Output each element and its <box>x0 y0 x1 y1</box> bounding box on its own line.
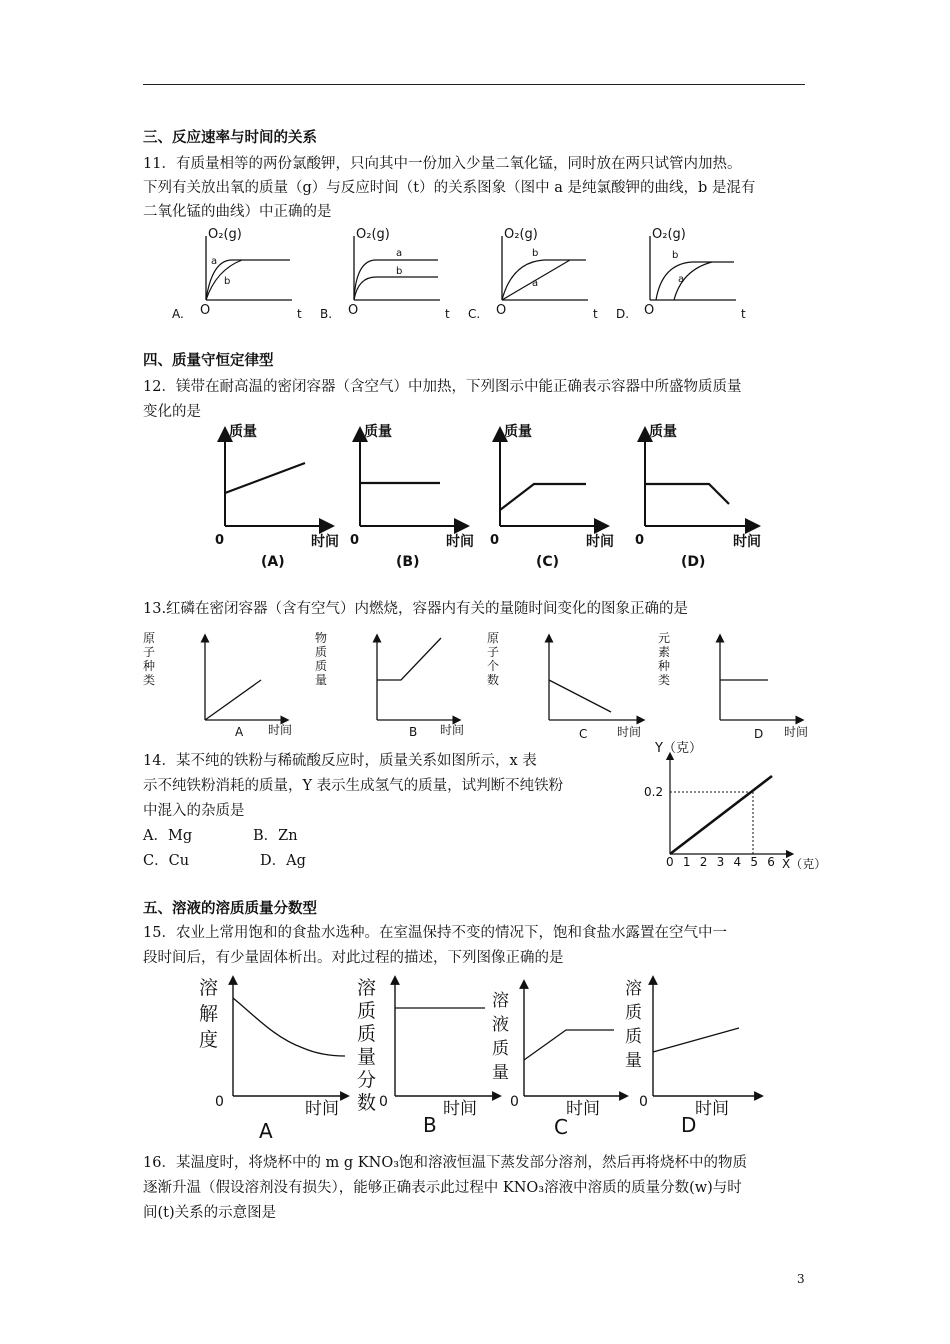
q15a-ylabel-char: 解 <box>199 1003 219 1025</box>
q15b-ylabel-char: 数 <box>357 1092 377 1114</box>
q11a-label-a: a <box>211 256 218 267</box>
svg-text:(B): (B) <box>396 554 420 570</box>
q11-line-1: 11．有质量相等的两份氯酸钾，只向其中一份加入少量二氧化锰，同时放在两只试管内加热。 <box>143 156 742 172</box>
q14-choice-b: B．Zn <box>253 828 298 844</box>
svg-text:O₂(g): O₂(g) <box>356 227 390 242</box>
svg-text:B: B <box>423 1113 437 1137</box>
q13-graph-a <box>143 631 292 739</box>
q15-graph-d <box>625 979 759 1137</box>
svg-text:C.: C. <box>468 307 481 321</box>
svg-text:时间: 时间 <box>446 534 474 550</box>
q14-choice-d: D．Ag <box>260 853 306 869</box>
q13d-ylabel-char: 类 <box>658 673 671 687</box>
svg-text:时间: 时间 <box>733 534 761 550</box>
q15c-ylabel-char: 液 <box>492 1015 509 1035</box>
q13-graph-b <box>315 630 464 739</box>
q14-x-tick: 1 <box>682 855 691 869</box>
svg-text:质量: 质量 <box>504 424 532 440</box>
q13d-ylabel-char: 种 <box>658 659 671 673</box>
svg-text:时间: 时间 <box>784 725 809 739</box>
svg-text:质量: 质量 <box>649 424 677 440</box>
q12-graphs <box>205 418 785 578</box>
q12-graph-b <box>350 423 474 570</box>
svg-text:质量: 质量 <box>364 424 392 440</box>
q13c-ylabel-char: 子 <box>487 645 500 659</box>
q13-graphs <box>143 628 823 744</box>
svg-text:(D): (D) <box>681 554 706 570</box>
svg-text:a: a <box>532 278 539 289</box>
q13a-ylabel-char: 子 <box>143 645 156 659</box>
svg-text:时间: 时间 <box>443 1099 477 1119</box>
svg-text:t: t <box>593 307 598 321</box>
svg-text:时间: 时间 <box>617 725 642 739</box>
q16-line-1: 16．某温度时，将烧杯中的 m g KNO₃饱和溶液恒温下蒸发部分溶剂，然后再将烧杯中的物质 <box>143 1155 748 1171</box>
q11-graph-a <box>172 227 302 321</box>
svg-text:D: D <box>681 1113 697 1137</box>
svg-text:时间: 时间 <box>305 1099 339 1119</box>
q11-graph-d <box>616 227 746 321</box>
q14-xlabel: X（克） <box>782 857 827 871</box>
q13b-ylabel-char: 物 <box>315 631 328 645</box>
q16-line-2: 逐渐升温（假设溶剂没有损失），能够正确表示此过程中 KNO₃溶液中溶质的质量分数(w)与时 <box>143 1180 742 1196</box>
q15-graph-a <box>199 977 345 1142</box>
svg-text:O: O <box>644 303 655 318</box>
q15b-ylabel-char: 溶 <box>357 977 377 999</box>
q11-graph-b <box>320 227 450 321</box>
q14-line-1: 14．某不纯的铁粉与稀硫酸反应时，质量关系如图所示，x 表 <box>143 753 537 769</box>
q13b-ylabel-char: 质 <box>315 645 328 659</box>
q14-choice-a: A．Mg <box>143 828 193 844</box>
q15-graph-b <box>357 977 497 1137</box>
q14-x-tick: 2 <box>699 855 708 869</box>
q15-graphs <box>195 968 785 1142</box>
q13b-ylabel-char: 质 <box>315 659 328 673</box>
section-title-3: 三、反应速率与时间的关系 <box>143 130 317 146</box>
svg-text:0: 0 <box>215 1094 224 1110</box>
q11a-origin: O <box>200 303 211 318</box>
q14-line-3: 中混入的杂质是 <box>143 803 245 819</box>
q13a-ylabel-char: 种 <box>143 659 156 673</box>
q15a-ylabel-char: 溶 <box>199 977 219 999</box>
q13c-ylabel-char: 个 <box>487 659 500 673</box>
q14-line <box>670 776 772 854</box>
svg-text:O₂(g): O₂(g) <box>504 227 538 242</box>
page-number: 3 <box>797 1272 805 1286</box>
svg-text:A: A <box>235 725 244 739</box>
q14-y-tick: 0.2 <box>644 785 664 799</box>
svg-text:时间: 时间 <box>566 1099 600 1119</box>
section-title-5: 五、溶液的溶质质量分数型 <box>143 901 317 917</box>
svg-text:时间: 时间 <box>586 534 614 550</box>
q11a-label-b: b <box>224 276 231 287</box>
q15b-ylabel-char: 量 <box>357 1046 377 1068</box>
svg-text:时间: 时间 <box>695 1099 729 1119</box>
q13c-ylabel-char: 原 <box>487 631 500 645</box>
q15c-ylabel-char: 量 <box>492 1063 509 1083</box>
q14-x-tick: 0 <box>666 855 674 869</box>
q11a-option: A. <box>172 307 184 321</box>
q15d-ylabel-char: 量 <box>625 1051 642 1071</box>
svg-text:0: 0 <box>215 533 225 548</box>
q13-line: 13.红磷在密闭容器（含有空气）内燃烧，容器内有关的量随时间变化的图象正确的是 <box>143 601 689 617</box>
q13-graph-d <box>658 631 808 741</box>
q13d-ylabel-char: 元 <box>658 631 671 645</box>
q11-graphs <box>160 222 800 328</box>
q11-line-2: 下列有关放出氧的质量（g）与反应时间（t）的关系图象（图中 a 是纯氯酸钾的曲线，b 是混有 <box>143 180 756 196</box>
svg-text:质量: 质量 <box>229 424 257 440</box>
svg-text:0: 0 <box>350 533 360 548</box>
q11-ylabel: O₂(g) <box>208 227 242 242</box>
svg-text:时间: 时间 <box>311 534 339 550</box>
svg-text:0: 0 <box>639 1094 648 1110</box>
q13c-ylabel-char: 数 <box>487 673 500 687</box>
svg-text:(A): (A) <box>261 554 285 570</box>
svg-text:t: t <box>741 307 746 321</box>
svg-text:O: O <box>496 303 507 318</box>
svg-text:O: O <box>348 303 359 318</box>
q11-graph-c <box>468 227 598 321</box>
svg-text:O₂(g): O₂(g) <box>652 227 686 242</box>
q15-graph-c <box>492 984 624 1139</box>
section-title-4: 四、质量守恒定律型 <box>143 353 274 369</box>
svg-text:D.: D. <box>616 307 630 321</box>
q15-line-2: 段时间后，有少量固体析出。对此过程的描述，下列图像正确的是 <box>143 950 564 966</box>
q15d-ylabel-char: 质 <box>625 1027 642 1047</box>
q14-x-tick: 5 <box>750 855 758 869</box>
svg-text:A: A <box>259 1119 273 1142</box>
svg-text:B: B <box>409 725 418 739</box>
q12-line-1: 12．镁带在耐高温的密闭容器（含空气）中加热，下列图示中能正确表示容器中所盛物质质量 <box>143 379 742 395</box>
svg-text:0: 0 <box>510 1094 519 1110</box>
q12-graph-a <box>215 423 339 570</box>
svg-text:b: b <box>532 248 539 259</box>
q14-ylabel: Y（克） <box>655 741 702 756</box>
header-rule <box>143 84 805 85</box>
q15d-ylabel-char: 质 <box>625 1003 642 1023</box>
svg-text:(C): (C) <box>536 554 560 570</box>
q13-graph-c <box>487 631 641 741</box>
q11a-xlabel: t <box>297 307 302 321</box>
svg-text:b: b <box>396 266 403 277</box>
q15-line-1: 15．农业上常用饱和的食盐水选种。在室温保持不变的情况下，饱和食盐水露置在空气中一 <box>143 925 727 941</box>
q14-x-tick: 3 <box>716 855 725 869</box>
svg-text:C: C <box>554 1115 568 1139</box>
svg-text:C: C <box>579 727 588 741</box>
q15a-ylabel-char: 度 <box>199 1029 219 1051</box>
q11-line-3: 二氧化锰的曲线）中正确的是 <box>143 204 332 220</box>
svg-text:时间: 时间 <box>268 723 293 737</box>
q14-choice-c: C．Cu <box>143 853 190 869</box>
q12-graph-c <box>490 423 614 570</box>
svg-text:0: 0 <box>490 533 500 548</box>
q15d-ylabel-char: 溶 <box>625 979 642 999</box>
q14-graph <box>640 738 840 878</box>
q15c-ylabel-char: 溶 <box>492 991 509 1011</box>
q14-x-tick: 6 <box>767 855 775 869</box>
q12-line-2: 变化的是 <box>143 404 201 420</box>
svg-text:D: D <box>754 727 764 741</box>
q16-line-3: 间(t)关系的示意图是 <box>143 1205 277 1221</box>
svg-text:时间: 时间 <box>440 723 465 737</box>
q11a-curve-a <box>206 260 290 300</box>
q14-x-tick: 4 <box>733 855 742 869</box>
svg-text:t: t <box>445 307 450 321</box>
q15b-ylabel-char: 质 <box>357 1023 377 1045</box>
svg-text:b: b <box>672 250 679 261</box>
svg-text:a: a <box>396 248 403 259</box>
q12-graph-d <box>635 423 761 570</box>
q14-line-2: 示不纯铁粉消耗的质量，Y 表示生成氢气的质量，试判断不纯铁粉 <box>143 778 564 794</box>
q13a-ylabel-char: 原 <box>143 631 156 645</box>
q15b-ylabel-char: 质 <box>357 1000 377 1022</box>
svg-text:0: 0 <box>635 533 645 548</box>
q13a-ylabel-char: 类 <box>143 673 156 687</box>
q13d-ylabel-char: 素 <box>658 645 671 659</box>
q15c-ylabel-char: 质 <box>492 1039 509 1059</box>
q13b-ylabel-char: 量 <box>315 673 328 687</box>
svg-text:B.: B. <box>320 307 333 321</box>
svg-text:0: 0 <box>379 1094 388 1110</box>
q15b-ylabel-char: 分 <box>357 1069 377 1091</box>
svg-text:a: a <box>678 274 685 285</box>
